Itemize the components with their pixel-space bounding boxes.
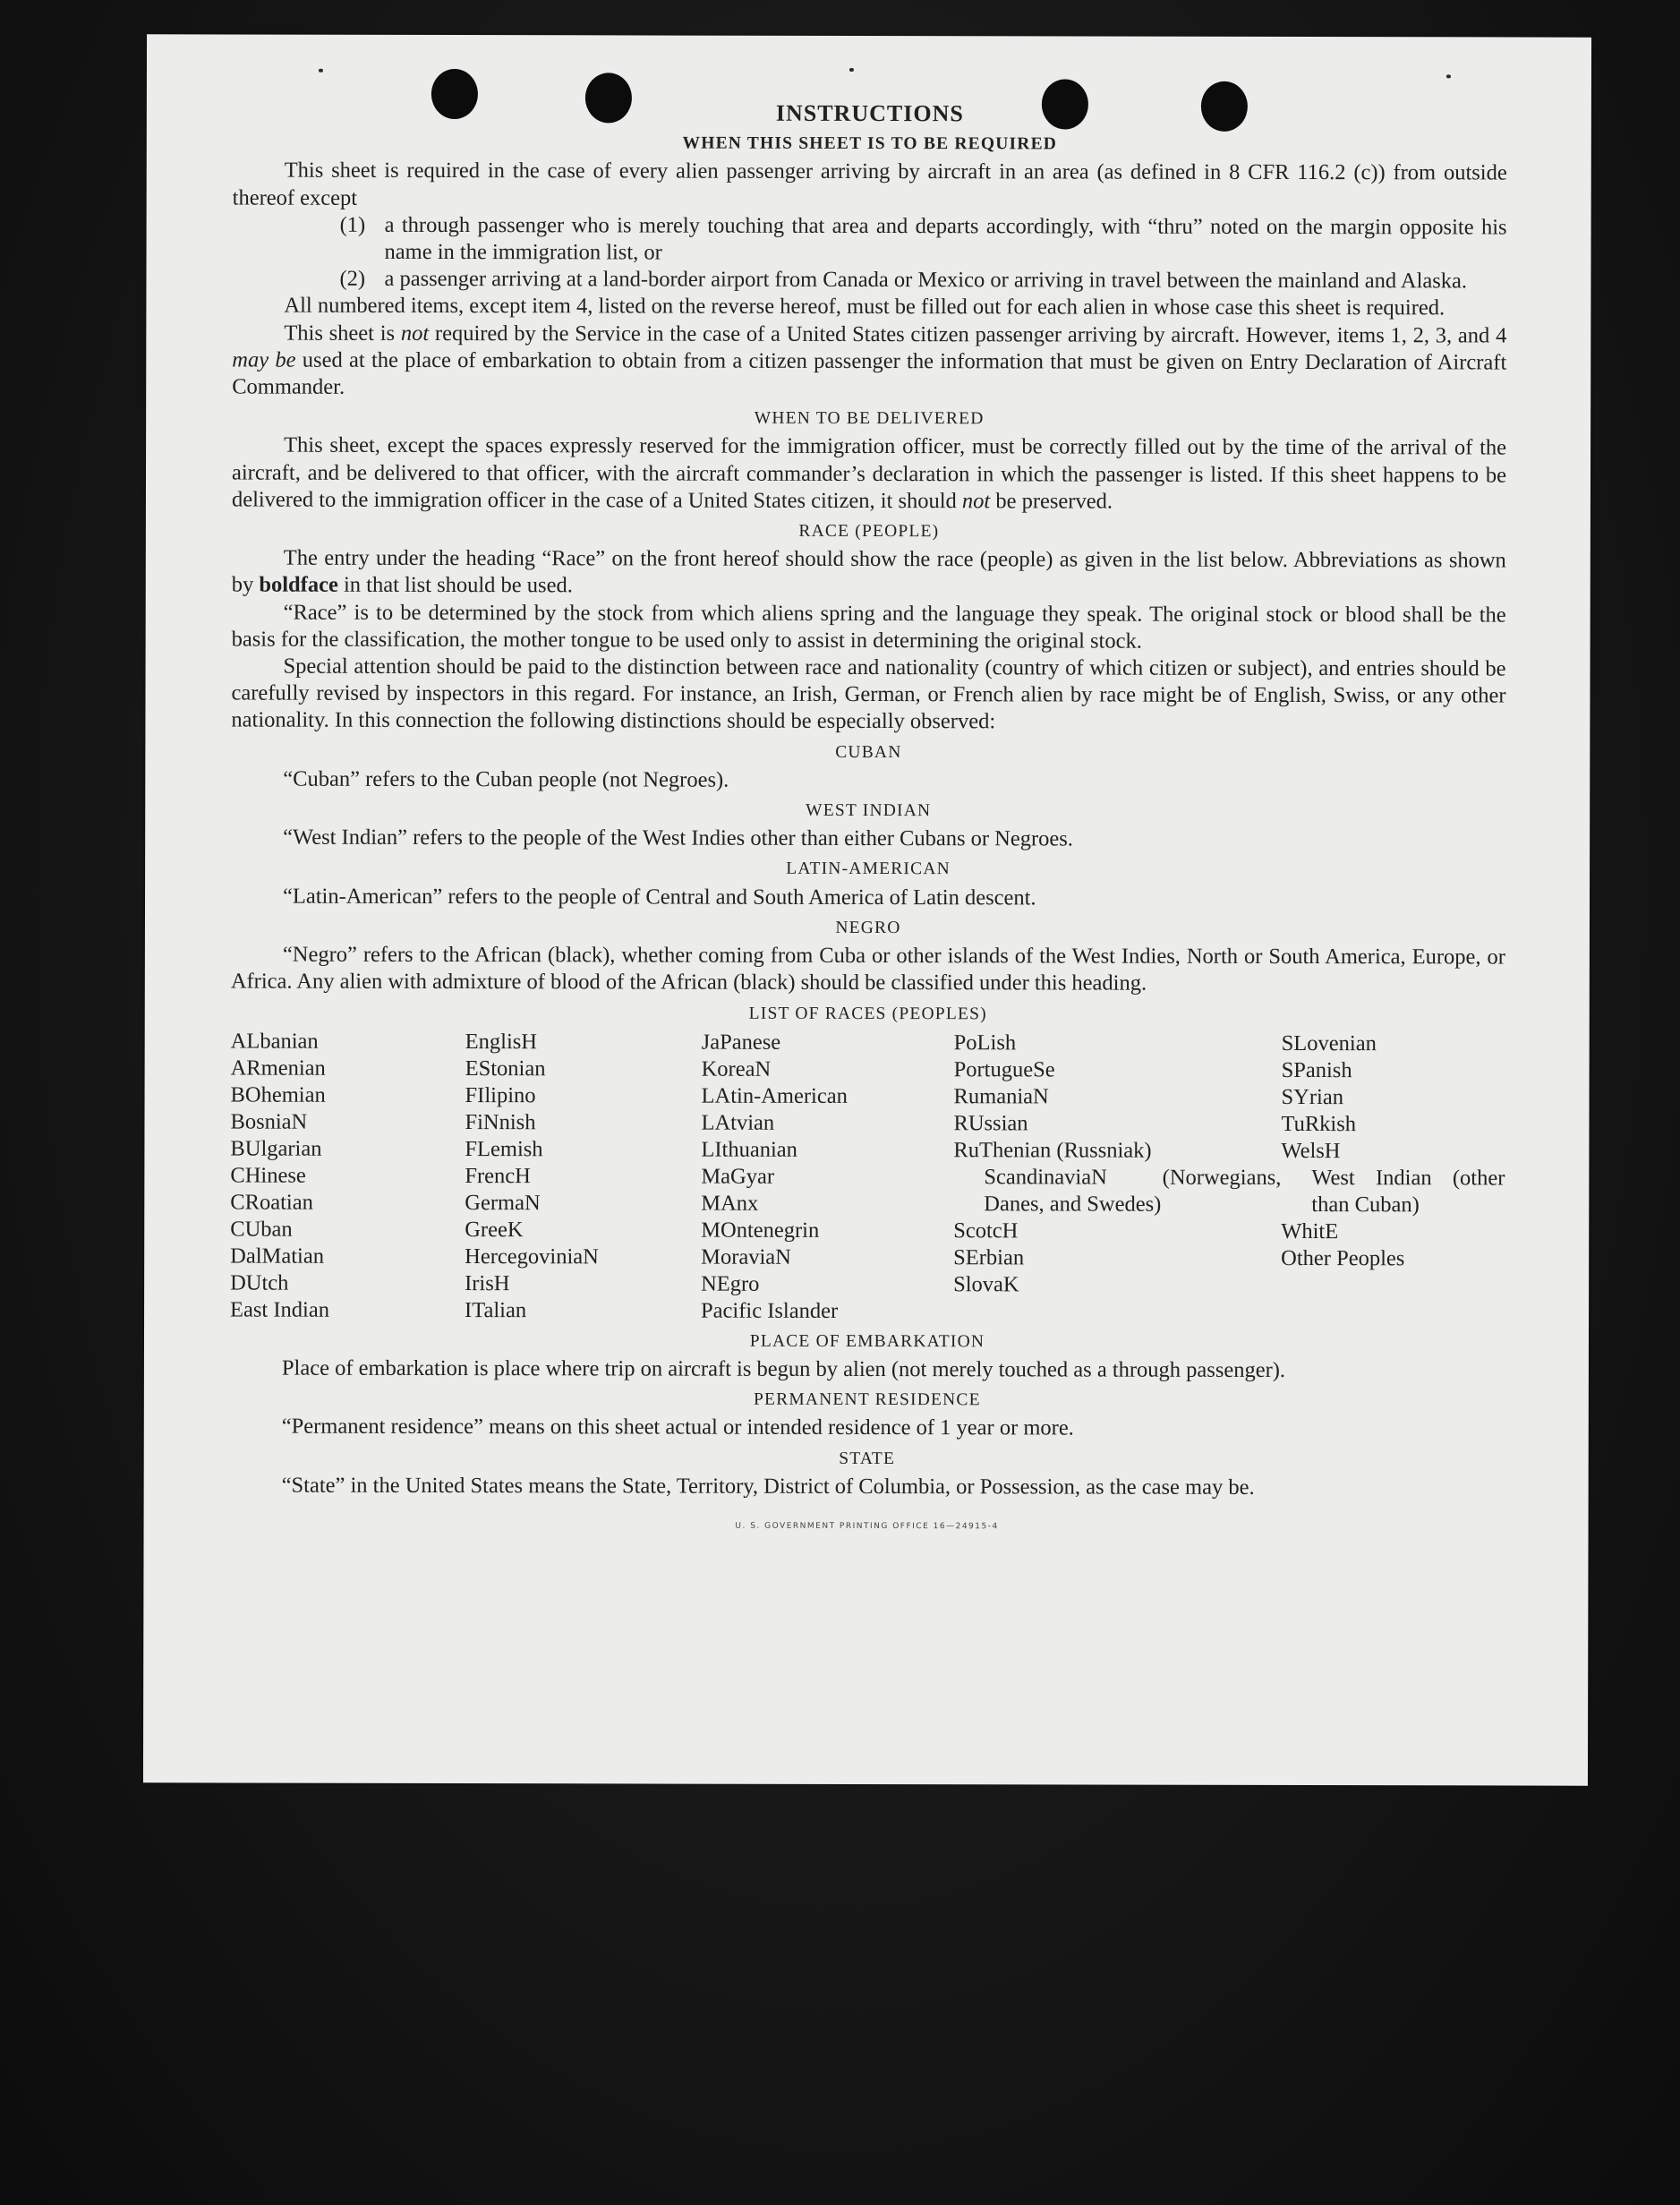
section-heading: STATE xyxy=(839,1449,896,1468)
paragraph: “Permanent residence” means on this sheet actual or intended residence of 1 year or more. xyxy=(281,1414,1074,1440)
race-column xyxy=(701,1029,954,1325)
race-entry: NEgro xyxy=(701,1271,760,1296)
race-column xyxy=(230,1028,465,1324)
section-heading: PLACE OF EMBARKATION xyxy=(749,1331,985,1351)
paragraph: “State” in the United States means the State, Territory, District of Columbia, or Possession, as the case may be. xyxy=(281,1473,1255,1500)
paragraph: This sheet is not required by the Service in the case of a United States citizen passenger arriving by aircraft. However, items 1, 2, 3, and 4 may be used at the place of embarkation to obtain from a citizen passenger the information that must be given on Entry Declaration of Aircraft Commander. xyxy=(232,320,1507,399)
race-entry: LAtvian xyxy=(701,1110,775,1135)
paragraph: The entry under the heading “Race” on the front hereof should show the race (people) as given in the list below. Abbreviations as shown by boldface in that list should be used. xyxy=(231,545,1506,598)
race-entry: ScandinaviaN (Norwegians, Danes, and Swedes) xyxy=(984,1164,1282,1217)
paragraph: “Negro” refers to the African (black), whether coming from Cuba or other islands of the West Indies, North or South America, Europe, or Africa. Any alien with admixture of blood of the African (black) should be classified under this heading. xyxy=(230,942,1505,996)
race-entry: PortugueSe xyxy=(953,1056,1055,1082)
item-number: (2) xyxy=(339,266,366,292)
race-entry: ALbanian xyxy=(230,1029,319,1054)
race-entry: ScotcH xyxy=(953,1218,1019,1244)
race-entry: CRoatian xyxy=(230,1190,313,1215)
race-entry: MAnx xyxy=(701,1191,759,1216)
race-entry: FiNnish xyxy=(465,1109,536,1134)
race-entry: CUban xyxy=(230,1217,293,1242)
race-entry: RUssian xyxy=(953,1110,1028,1136)
section-heading: PERMANENT RESIDENCE xyxy=(753,1389,981,1410)
race-entry: BosniaN xyxy=(230,1109,308,1134)
race-entry: WhitE xyxy=(1281,1218,1339,1244)
document-sheet xyxy=(143,34,1591,1785)
race-entry: SlovaK xyxy=(953,1271,1019,1297)
section-heading: RACE (PEOPLE) xyxy=(798,521,940,542)
item-text: a through passenger who is merely touching that area and departs accordingly, with “thru” noted on the margin opposite his name in the immigration list, or xyxy=(384,212,1507,265)
numbered-item xyxy=(232,266,1506,295)
race-entry: FrencH xyxy=(465,1163,531,1188)
section-heading: CUBAN xyxy=(835,742,902,762)
printer-imprint: U. S. GOVERNMENT PRINTING OFFICE 16—24915-4 xyxy=(735,1521,999,1532)
paragraph: This sheet, except the spaces expressly reserved for the immigration officer, must be correctly filled out by the time of the arrival of the aircraft, and be delivered to that officer, with the aircraft commander’s declaration in which the passenger is listed. If this sheet happens to be delivered to the immigration officer in the case of a United States citizen, it should not be preserved. xyxy=(231,433,1507,514)
race-column xyxy=(953,1030,1282,1326)
race-entry: MaGyar xyxy=(701,1164,775,1189)
paragraph: “Cuban” refers to the Cuban people (not Negroes). xyxy=(283,766,729,792)
race-column xyxy=(1281,1030,1505,1327)
race-entry: WelsH xyxy=(1281,1138,1341,1163)
paragraph: This sheet is required in the case of every alien passenger arriving by aircraft in an area (as defined in 8 CFR 116.2 (c)) from outside thereof except xyxy=(232,158,1507,210)
race-entry: IrisH xyxy=(465,1270,510,1295)
section-heading: WHEN THIS SHEET IS TO BE REQUIRED xyxy=(682,133,1058,154)
race-entry: KoreaN xyxy=(701,1056,772,1081)
race-entry: SLovenian xyxy=(1281,1030,1377,1055)
race-entry: JaPanese xyxy=(701,1030,781,1055)
race-entry: GreeK xyxy=(465,1217,524,1242)
paragraph: Place of embarkation is place where trip on aircraft is begun by alien (not merely touched as a through passenger). xyxy=(281,1355,1286,1382)
race-entry: DUtch xyxy=(230,1270,289,1295)
section-heading: NEGRO xyxy=(835,918,901,937)
race-entry: RumaniaN xyxy=(953,1083,1049,1109)
paragraph: “West Indian” refers to the people of the West Indies other than either Cubans or Negroes. xyxy=(283,825,1073,851)
race-entry: Other Peoples xyxy=(1281,1245,1405,1270)
paragraph: Special attention should be paid to the distinction between race and nationality (country of which citizen or subject), and entries should be carefully revised by inspectors in this regard. For instance, an Irish, German, or French alien by race might be of English, Swiss, or any other nationality. In this connection the following distinctions should be especially observed: xyxy=(231,654,1506,734)
item-number: (1) xyxy=(339,212,366,237)
race-entry: SErbian xyxy=(953,1244,1025,1270)
race-entry: RuThenian (Russniak) xyxy=(953,1137,1152,1163)
section-heading: WHEN TO BE DELIVERED xyxy=(754,408,985,429)
race-entry: CHinese xyxy=(230,1163,306,1188)
race-column xyxy=(465,1029,702,1325)
race-entry: LAtin-American xyxy=(701,1083,848,1108)
race-entry: LIthuanian xyxy=(701,1137,797,1162)
race-entry: ARmenian xyxy=(230,1055,326,1081)
race-entry: GermaN xyxy=(465,1190,541,1215)
race-entry: BUlgarian xyxy=(230,1136,322,1161)
race-entry: PoLish xyxy=(953,1030,1017,1055)
race-entry: MOntenegrin xyxy=(701,1218,820,1243)
item-text: a passenger arriving at a land-border airport from Canada or Mexico or arriving in travel between the mainland and Alaska. xyxy=(384,267,1468,294)
race-entry: DalMatian xyxy=(230,1244,324,1269)
numbered-item xyxy=(233,211,1507,268)
race-entry: HercegoviniaN xyxy=(465,1244,599,1269)
race-entry: SYrian xyxy=(1281,1084,1344,1109)
section-heading: WEST INDIAN xyxy=(806,800,932,821)
section-heading: LATIN-AMERICAN xyxy=(786,859,951,879)
race-entry: EStonian xyxy=(465,1055,546,1081)
paragraph: “Latin-American” refers to the people of Central and South America of Latin descent. xyxy=(283,884,1036,910)
race-entry: Pacific Islander xyxy=(701,1298,839,1323)
race-entry: East Indian xyxy=(230,1297,329,1322)
race-entry: FLemish xyxy=(465,1136,543,1161)
instructions-text xyxy=(230,99,1507,1542)
page-title: INSTRUCTIONS xyxy=(775,99,964,127)
race-entry: FIlipino xyxy=(465,1082,536,1107)
race-entry: ITalian xyxy=(465,1297,527,1322)
paragraph: All numbered items, except item 4, listed on the reverse hereof, must be filled out for each alien in whose case this sheet is required. xyxy=(284,294,1445,320)
race-entry: West Indian (other than Cuban) xyxy=(1311,1165,1505,1217)
race-entry: MoraviaN xyxy=(701,1244,791,1269)
race-entry: EnglisH xyxy=(465,1029,538,1054)
race-entry: BOhemian xyxy=(230,1082,326,1107)
section-heading: LIST OF RACES (PEOPLES) xyxy=(748,1004,987,1023)
paragraph: “Race” is to be determined by the stock from which aliens spring and the language they speak. The original stock or blood shall be the basis for the classification, the mother tongue to be used only to assist in determining the original stock. xyxy=(231,600,1506,654)
race-entry: TuRkish xyxy=(1281,1111,1357,1136)
race-entry: SPanish xyxy=(1281,1057,1352,1082)
race-list xyxy=(230,1028,1505,1326)
